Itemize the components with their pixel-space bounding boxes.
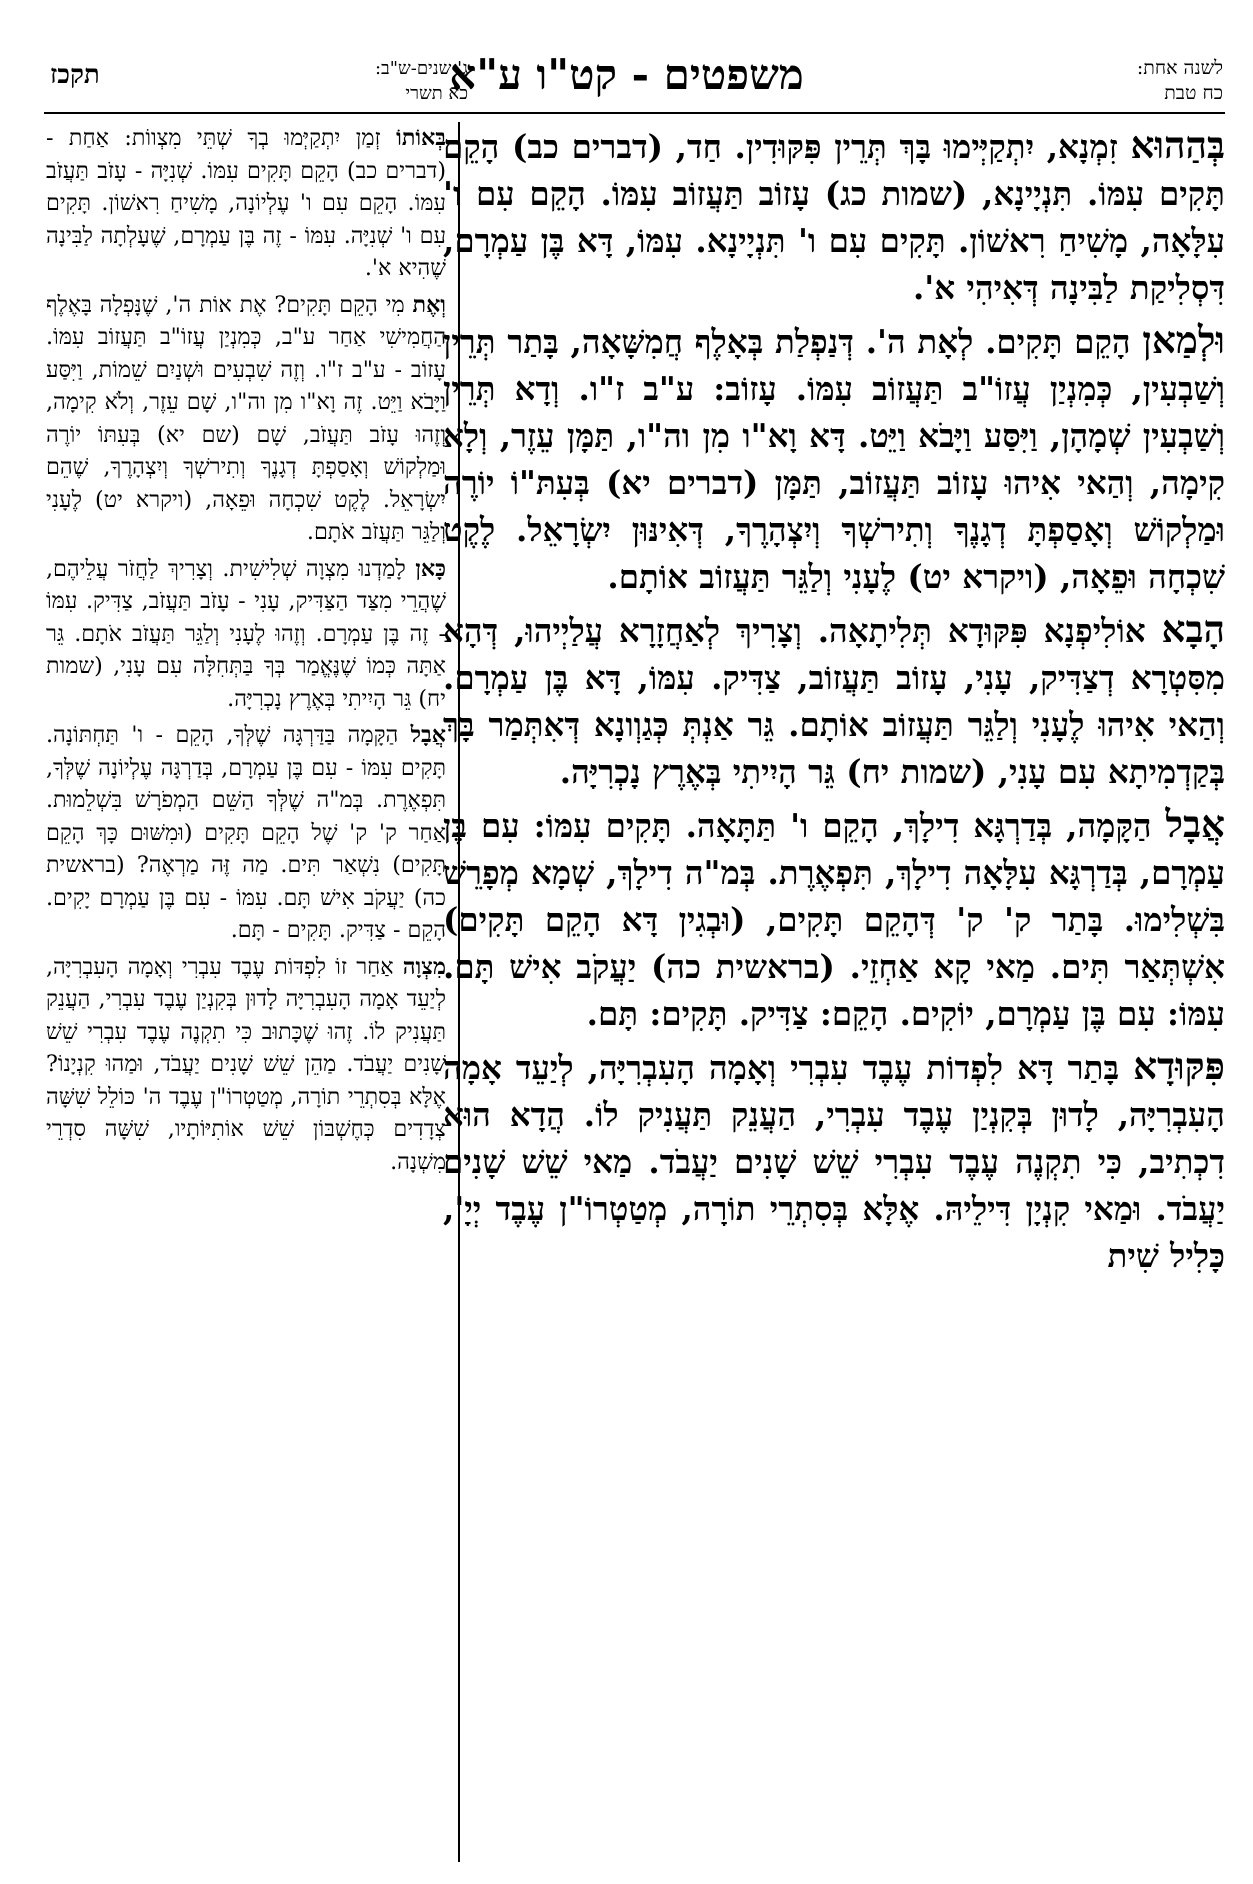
side-paragraph <box>46 719 446 947</box>
one-year-date: כח טבת <box>1164 82 1223 104</box>
paragraph-lead-word: פִּקּוּדָא <box>1133 1044 1225 1088</box>
paragraph-text: בָּתַר דָּא לִפְדוֹת עֶבֶד עִבְרִי וְאָמָה הָעִבְרִיָּה, לְיַעֵד אָמָה הָעִבְרִיָּה, לָדוּן בְּקִנְיַן עֶבֶד עִבְרִי, הַעֲנֵק תַּעֲנִיק לוֹ. הֲדָא הוּא דִכְתִיב, כִּי תִקְנֶה עֶבֶד עִבְרִי שֵׁשׁ שָׁנִים יַעֲבֹד. מַאי שֵׁשׁ שָׁנִים יַעֲבֹד. וּמַאי קִנְיָן דִּילֵיהּ. אֶלָּא בְּסִתְרֵי תוֹרָה, מְטַטְרוֹ"ן עֶבֶד יְיָ', כָּלִיל שִׁית <box>443 1048 1225 1275</box>
column-separator <box>458 122 460 1862</box>
paragraph-lead-word: כָּאן <box>415 555 446 582</box>
paragraph-text: זְמַן יִתְקַיְּמוּ בְךָ שְׁתֵּי מִצְווֹת: אַחַת - (דברים כב) הָקֵם תָּקִים עִמּוֹ. שְׁנִיָּה - עָזֹב תַּעֲזֹב עִמּוֹ. הָקֵם עִם ו' עֶלְיוֹנָה, מָשִׁיחַ רִאשׁוֹן. תָּקִים עִם ו' שְׁנִיָּה. עִמּוֹ - זֶה בֶּן עַמְרָם, שֶׁעָלְתָה לַבִּינָה שֶׁהִיא א'. <box>46 125 446 281</box>
main-paragraph <box>443 122 1225 311</box>
paragraph-text: אַחַר זוֹ לִפְדּוֹת עֶבֶד עִבְרִי וְאָמָה הָעִבְרִיָּה, לְיַעֵד אָמָה הָעִבְרִיָּה לָדוּן בְּקִנְיַן עֶבֶד עִבְרִי, הַעֲנֵק תַּעֲנִיק לוֹ. זֶהוּ שֶׁכָּתוּב כִּי תִקְנֶה עֶבֶד עִבְרִי שֵׁשׁ שָׁנִים יַעֲבֹד. מַהֵן שֵׁשׁ שָׁנִים יַעֲבֹד, וּמַהוּ קִנְיָנוֹ? אֶלָּא בְּסִתְרֵי תוֹרָה, מְטַטְרוֹ"ן עֶבֶד ה' כּוֹלֵל שִׁשָּׁה צְדָדִים כְּחֶשְׁבּוֹן שֵׁשׁ אוֹתִיּוֹתָיו, שִׁשָּׁה סִדְרֵי מִשְׁנָה. <box>46 953 446 1175</box>
main-paragraph <box>443 317 1225 600</box>
paragraph-text: הַקָּמָה בַּדַּרְגָּה שֶׁלְּךָ, הָקֵם - ו' תַּחְתּוֹנָה. תָּקִים עִמּוֹ - עִם בֶּן עַמְרָם, בְּדַרְגָּה עֶלְיוֹנָה שֶׁלְּךָ, תִּפְאֶרֶת. בְּמ"ה שֶׁלְּךָ הַשֵּׁם הַמְפֹרָשׁ בִּשְׁלֵמוּת. אַחַר ק' ק' שֶׁל הָקֵם תָּקִים (וּמִשּׁוּם כָּךְ הָקֵם תָּקִים) נִשְׁאַר תִּים. מַה זֶּה מַרְאֶה? (בראשית כה) יַעֲקֹב אִישׁ תָּם. עִמּוֹ - עִם בֶּן עַמְרָם יָקִים. הָקֵם - צַדִּיק. תָּקִים - תָּם. <box>46 722 446 943</box>
paragraph-lead-word: מִצְוָה <box>402 953 446 980</box>
paragraph-text: הָקֵם תָּקִים. לְאָת ה'. דְּנַפְלַת בְּאָלֶף חֲמִשָּׁאָה, בָּתַר תְּרֵין וְשַׁבְעִין, כְּמִנְיַן עֲזוֹ"ב תַּעֲזוֹב עִמּוֹ. עָזוֹב: ע"ב ז"ו. וְדָא תְּרֵין וְשַׁבְעִין שְׁמָהָן, וַיִּסַּע וַיָּבֹא וַיֵּט. דָּא וָא"ו מִן וה"ו, תַּמָּן עֵזֶר, וְלָא קִימָה, וְהַאי אִיהוּ עָזוֹב תַּעֲזוֹב, תַּמָּן (דברים יא) בְּעִתּ"וֹ יוֹרֶה וּמַלְקוֹשׁ וְאָסַפְתָּ דְגָנֶךָ וְתִירשְׁךָ וְיִצְהָרֶךָ, דְּאִינּוּן יִשְׂרָאֵל. לֶקֶט שִׁכְחָה וּפֵאָה, (ויקרא יט) לֶעָנִי וְלַגֵּר תַּעֲזוֹב אוֹתָם. <box>443 322 1225 596</box>
paragraph-lead-word: אֲבָל <box>1165 802 1225 846</box>
side-paragraph <box>46 553 446 716</box>
main-paragraph <box>443 606 1225 795</box>
page-title: משפטים - קט"ו ע"א <box>449 50 804 99</box>
paragraph-lead-word: וְאֶת <box>412 291 446 318</box>
paragraph-text: מִי הָקֵם תָּקִים? אֶת אוֹת ה', שֶׁנָּפְלָה בָּאֶלֶף הַחֲמִישִׁי אַחַר ע"ב, כְּמִנְיַן עֲזוֹ"ב תַּעֲזוֹב עִמּוֹ. עָזוֹב - ע"ב ז"ו. וְזֶה שִׁבְעִים וּשְׁנַיִם שֵׁמוֹת, וַיִּסַּע וַיָּבֹא וַיֵּט. זֶה וָא"ו מִן וה"ו, שָׁם עֵזֶר, וְלֹא קִימָה, וְזֶהוּ עָזֹב תַּעֲזֹב, שָׁם (שם יא) בְּעִתּוֹ יוֹרֶה וּמַלְקוֹשׁ וְאָסַפְתָּ דְגָנֶךָ וְתִירשְׁךָ וְיִצְהָרֶךָ, שֶׁהֵם יִשְׂרָאֵל. לֶקֶט שִׁכְחָה וּפֵאָה, (ויקרא יט) לֶעָנִי וְלַגֵּר תַּעֲזֹב אֹתָם. <box>46 291 446 545</box>
side-paragraph <box>46 289 446 549</box>
main-paragraph <box>443 1043 1225 1279</box>
paragraph-lead-word: הָבָא <box>1161 607 1225 651</box>
header-left-schedule <box>268 56 468 106</box>
main-aramaic-column <box>443 122 1225 1862</box>
header-divider <box>44 112 1225 114</box>
paragraph-lead-word: וּלְמַאן <box>1142 318 1225 362</box>
paragraph-text: אוֹלִיפְנָא פִּקּוּדָא תְּלִיתָאָה. וְצָרִיךְ לְאַחֲזָרָא עֲלַיְיהוּ, דְּהָא מִסִּטְרָא דְצַדִּיק, עָנִי, עָזוֹב תַּעֲזוֹב, צַדִּיק. עִמּוֹ, דָּא בֶּן עַמְרָם. וְהַאי אִיהוּ לֶעָנִי וְלַגֵּר תַּעֲזוֹב אוֹתָם. גֵּר אַנְתְּ כְּגַוְונָא דְּאִתְּמַר בָּךְ בְּקַדְמִיתָא עִם עָנִי, (שמות יח) גֵּר הָיִיתִי בְּאֶרֶץ נָכְרִיָּה. <box>443 611 1225 791</box>
one-year-label: לשנה אחת: <box>1136 57 1223 79</box>
page-number: תקכז <box>50 60 100 90</box>
paragraph-lead-word: בְּהַהוּא <box>1130 123 1225 167</box>
paragraph-lead-word: בְּאוֹתוֹ <box>396 125 446 151</box>
paragraph-text: הַקָּמָה, בְּדַרְגָּא דִילָךְ, הָקֵם ו' תַּתָּאָה. תָּקִים עִמּוֹ: עִם בֶּן עַמְרָם, בְּדַרְגָּא עִלָּאָה דִילָךְ, תִּפְאֶרֶת. בְּמ"ה דִילָךְ, שְׁמָא מְפָרֵשׁ בִּשְׁלִימוּ. בָּתַר ק' ק' דְּהָקֵם תָּקִים, (וּבְגִין דָּא הָקֵם תָּקִים) אִשְׁתְּאַר תִּים. מַאי קָא אַחְזֵי. (בראשית כה) יַעֲקֹב אִישׁ תָּם. עִמּוֹ: עִם בֶּן עַמְרָם, יוֹקִים. הָקֵם: צַדִּיק. תָּקִים: תָּם. <box>443 806 1225 1033</box>
side-paragraph <box>46 122 446 285</box>
three-year-label: ג' שנים-ש"ב: <box>374 58 468 79</box>
side-paragraph <box>46 951 446 1179</box>
hebrew-translation-column <box>46 122 446 1862</box>
main-paragraph <box>443 801 1225 1037</box>
paragraph-lead-word: אֲבָל <box>410 722 446 748</box>
three-year-date: כא תשרי <box>405 83 468 104</box>
paragraph-text: זִמְנָא, יִתְקַיְּימוּ בָּךְ תְּרֵין פִּקּוּדִין. חַד, (דברים כב) הָקֵם תָּקִים עִמּוֹ. תִּנְיָינָא, (שמות כג) עָזוֹב תַּעֲזוֹב עִמּוֹ. הָקֵם עִם ו' עִלָּאָה, מָשִׁיחַ רִאשׁוֹן. תָּקִים עִם ו' תִּנְיָינָא. עִמּוֹ, דָּא בֶּן עַמְרָם, דִּסְלִיקַת לַבִּינָה דְּאִיהִי א'. <box>443 127 1225 307</box>
paragraph-text: לָמַדְנוּ מִצְוָה שְׁלִישִׁית. וְצָרִיךְ לַחֲזֹר עֲלֵיהֶם, שֶׁהֲרֵי מִצַּד הַצַּדִּיק, עָנִי - עָזֹב תַּעֲזֹב, צַדִּיק. עִמּוֹ - זֶה בֶּן עַמְרָם. וְזֶהוּ לֶעָנִי וְלַגֵּר תַּעֲזֹב אֹתָם. גֵּר אַתָּה כְּמוֹ שֶׁנֶּאֱמַר בְּךָ בַּתְּחִלָּה עִם עָנִי, (שמות יח) גֵּר הָיִיתִי בְּאֶרֶץ נָכְרִיָּה. <box>46 555 446 712</box>
